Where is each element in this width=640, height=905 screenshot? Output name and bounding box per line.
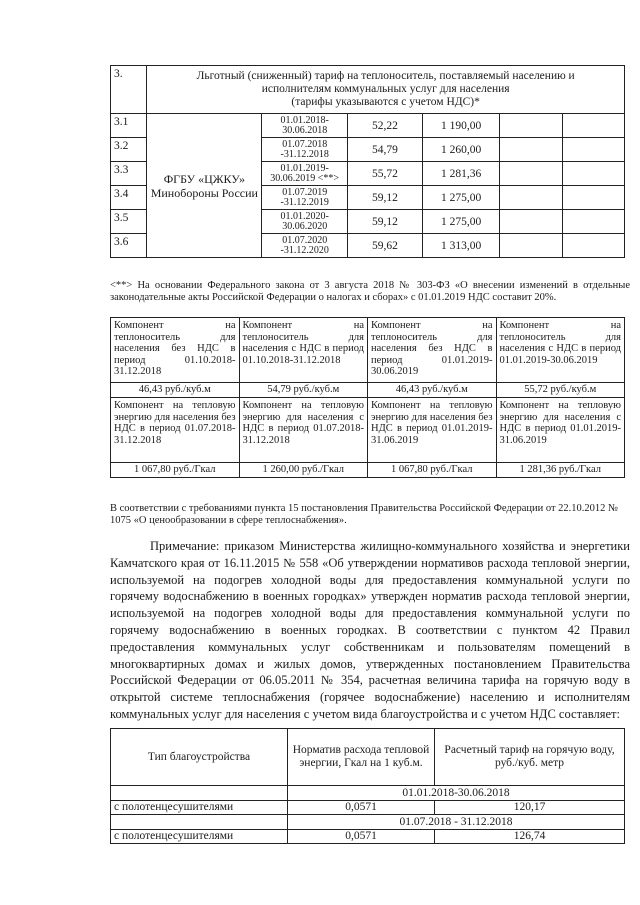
empty-cell — [500, 162, 562, 186]
empty-cell — [562, 210, 624, 234]
empty-cell — [500, 234, 562, 258]
empty-cell — [562, 234, 624, 258]
value: 1 275,00 — [423, 210, 500, 234]
row-number: 3.4 — [111, 186, 147, 210]
organization-name: ФГБУ «ЦЖКУ» Минобороны России — [147, 114, 262, 258]
component-value: 54,79 руб./куб.м — [239, 383, 368, 398]
table-row — [111, 463, 625, 478]
empty-cell — [562, 162, 624, 186]
tariff-value: 120,17 — [435, 801, 625, 815]
price: 59,12 — [347, 186, 422, 210]
empty-cell — [500, 186, 562, 210]
row-number: 3.3 — [111, 162, 147, 186]
component-description: Компонент на теплоноситель для населения с НДС в период 01.01.2019-30.06.2019 — [496, 318, 625, 383]
hot-water-tariff-table — [110, 728, 625, 844]
table-row — [111, 114, 625, 138]
note-text: Примечание: приказом Министерства жилищно-коммунального хозяйства и энергетики Камчатского края от 16.11.2015 № 558 «Об утверждении нормативов расхода тепловой энергии, используемой на подогрев холодной воды для предоставления коммунальной услуги по горячему водоснабжению в военных городках» утвержден норматив расхода тепловой энергии, используемой на подогрев холодной воды для предоставления коммунальной услуги по горячему водоснабжению в военных городках. В соответствии с пунктом 42 Правил предоставления коммунальных услуг собственникам и пользователям помещений в многоквартирных домах и жилых домов, утвержденных постановлением Правительства Российской Федерации от 06.05.2011 № 354, расчетная величина тарифа на горячую воду в открытой системе теплоснабжения (горячее водоснабжение) населению и исполнителям коммунальных услуг для населения с учетом вида благоустройства и с учетом НДС составляет: — [110, 539, 630, 721]
table-header-row — [111, 729, 625, 786]
component-description: Компонент на тепловую энергию для населения с НДС в период 01.07.2018-31.12.2018 — [239, 398, 368, 463]
row-number: 3.6 — [111, 234, 147, 258]
section-header: Льготный (сниженный) тариф на теплоноситель, поставляемый населению и исполнителям коммунальных услуг для населения (тарифы указываются с учетом НДС)* — [147, 66, 625, 114]
empty-cell — [562, 138, 624, 162]
empty-cell — [111, 815, 288, 830]
component-description: Компонент на тепловую энергию для населения без НДС в период 01.07.2018-31.12.2018 — [111, 398, 240, 463]
table-row — [111, 801, 625, 815]
row-number: 3.5 — [111, 210, 147, 234]
heat-norm: 0,0571 — [288, 801, 435, 815]
footnote-regulation: В соответствии с требованиями пункта 15 постановления Правительства Российской Федерации от 22.10.2012 № 1075 «О ценообразовании в сфере теплоснабжения». — [110, 503, 619, 526]
value: 1 281,36 — [423, 162, 500, 186]
period-label: 01.07.2018 - 31.12.2018 — [288, 815, 625, 830]
empty-cell — [111, 786, 288, 801]
empty-cell — [500, 210, 562, 234]
period: 01.01.2018-30.06.2018 — [262, 114, 348, 138]
component-description: Компонент на теплоноситель для населения без НДС в период 01.10.2018-31.12.2018 — [111, 318, 240, 383]
component-value: 55,72 руб./куб.м — [496, 383, 625, 398]
tariff-value: 126,74 — [435, 830, 625, 844]
tariff-table — [110, 65, 625, 258]
section-number: 3. — [111, 66, 147, 114]
table-row — [111, 383, 625, 398]
component-value: 1 067,80 руб./Гкал — [368, 463, 497, 478]
period: 01.01.2020-30.06.2020 — [262, 210, 348, 234]
component-description: Компонент на тепловую энергию для населения без НДС в период 01.01.2019-31.06.2019 — [368, 398, 497, 463]
component-description: Компонент на теплоноситель для населения без НДС в период 01.01.2019-30.06.2019 — [368, 318, 497, 383]
component-description: Компонент на тепловую энергию для населения с НДС в период 01.01.2019-31.06.2019 — [496, 398, 625, 463]
value: 1 313,00 — [423, 234, 500, 258]
period: 01.01.2019-30.06.2019 <**> — [262, 162, 348, 186]
column-header: Норматив расхода тепловой энергии, Гкал на 1 куб.м. — [288, 729, 435, 786]
row-number: 3.2 — [111, 138, 147, 162]
component-description: Компонент на теплоноситель для населения с НДС в период 01.10.2018-31.12.2018 — [239, 318, 368, 383]
component-value: 1 067,80 руб./Гкал — [111, 463, 240, 478]
column-header: Расчетный тариф на горячую воду, руб./куб. метр — [435, 729, 625, 786]
component-value: 46,43 руб./куб.м — [368, 383, 497, 398]
component-value: 46,43 руб./куб.м — [111, 383, 240, 398]
period-row — [111, 815, 625, 830]
column-header: Тип благоустройства — [111, 729, 288, 786]
component-value: 1 281,36 руб./Гкал — [496, 463, 625, 478]
price: 59,12 — [347, 210, 422, 234]
price: 55,72 — [347, 162, 422, 186]
empty-cell — [500, 114, 562, 138]
amenity-type: с полотенцесушителями — [111, 801, 288, 815]
table-row — [111, 318, 625, 383]
period-label: 01.01.2018-30.06.2018 — [288, 786, 625, 801]
empty-cell — [562, 114, 624, 138]
value: 1 190,00 — [423, 114, 500, 138]
value: 1 275,00 — [423, 186, 500, 210]
period-row — [111, 786, 625, 801]
value: 1 260,00 — [423, 138, 500, 162]
period: 01.07.2020 -31.12.2020 — [262, 234, 348, 258]
heat-norm: 0,0571 — [288, 830, 435, 844]
price: 52,22 — [347, 114, 422, 138]
table-header-row — [111, 66, 625, 114]
empty-cell — [500, 138, 562, 162]
empty-cell — [562, 186, 624, 210]
period: 01.07.2018 -31.12.2018 — [262, 138, 348, 162]
period: 01.07.2019 -31.12.2019 — [262, 186, 348, 210]
price: 54,79 — [347, 138, 422, 162]
note-paragraph — [110, 538, 630, 723]
component-value: 1 260,00 руб./Гкал — [239, 463, 368, 478]
table-row — [111, 830, 625, 844]
price: 59,62 — [347, 234, 422, 258]
footnote-vat: <**> На основании Федерального закона от 3 августа 2018 № 303-ФЗ «О внесении изменений в отдельные законодательные акты Российской Федерации о налогах и сборах» с 01.01.2019 НДС составит 20%. — [110, 280, 630, 303]
amenity-type: с полотенцесушителями — [111, 830, 288, 844]
table-row — [111, 398, 625, 463]
component-table — [110, 317, 625, 478]
row-number: 3.1 — [111, 114, 147, 138]
